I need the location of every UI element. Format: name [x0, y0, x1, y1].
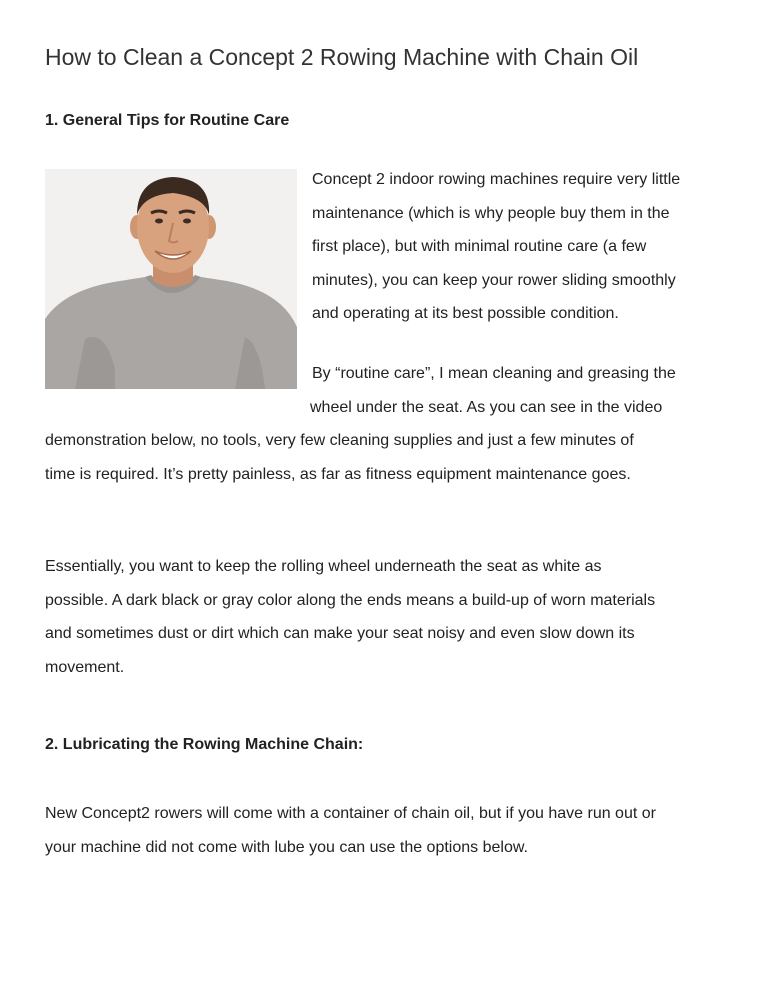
document-title: How to Clean a Concept 2 Rowing Machine with Chain Oil [45, 44, 639, 70]
text-line: wheel under the seat. As you can see in the video [310, 398, 663, 416]
man-portrait-illustration [45, 169, 297, 389]
section-heading-lubricating-chain: 2. Lubricating the Rowing Machine Chain: [45, 736, 364, 753]
text-line: maintenance (which is why people buy them in the [312, 204, 670, 222]
paragraph-chain-oil [45, 797, 656, 864]
paragraph-routine-care-intro [312, 163, 680, 331]
man-portrait-photo [45, 169, 297, 389]
section-heading-routine-care: 1. General Tips for Routine Care [45, 112, 290, 129]
text-line: demonstration below, no tools, very few cleaning supplies and just a few minutes of [45, 432, 634, 449]
text-line: By “routine care”, I mean cleaning and greasing the [312, 365, 676, 382]
paragraph-routine-care-definition [312, 357, 676, 424]
paragraph-routine-care-definition-continued [45, 424, 634, 491]
text-line: your machine did not come with lube you can use the options below. [45, 838, 528, 856]
text-line: and operating at its best possible condition. [312, 305, 619, 322]
text-line: Concept 2 indoor rowing machines require very little [312, 171, 681, 188]
text-line: possible. A dark black or gray color along the ends means a build-up of worn materials [45, 591, 656, 609]
text-line: movement. [45, 658, 125, 676]
text-line: and sometimes dust or dirt which can make your seat noisy and even slow down its [45, 625, 635, 642]
text-line: New Concept2 rowers will come with a container of chain oil, but if you have run out or [45, 805, 656, 822]
paragraph-wheel-cleanliness [45, 550, 655, 684]
text-line: time is required. It’s pretty painless, as far as fitness equipment maintenance goes. [45, 465, 631, 483]
text-line: Essentially, you want to keep the rolling wheel underneath the seat as white as [45, 558, 602, 575]
text-line: first place), but with minimal routine care (a few [312, 238, 647, 255]
text-line: minutes), you can keep your rower sliding smoothly [312, 271, 676, 289]
